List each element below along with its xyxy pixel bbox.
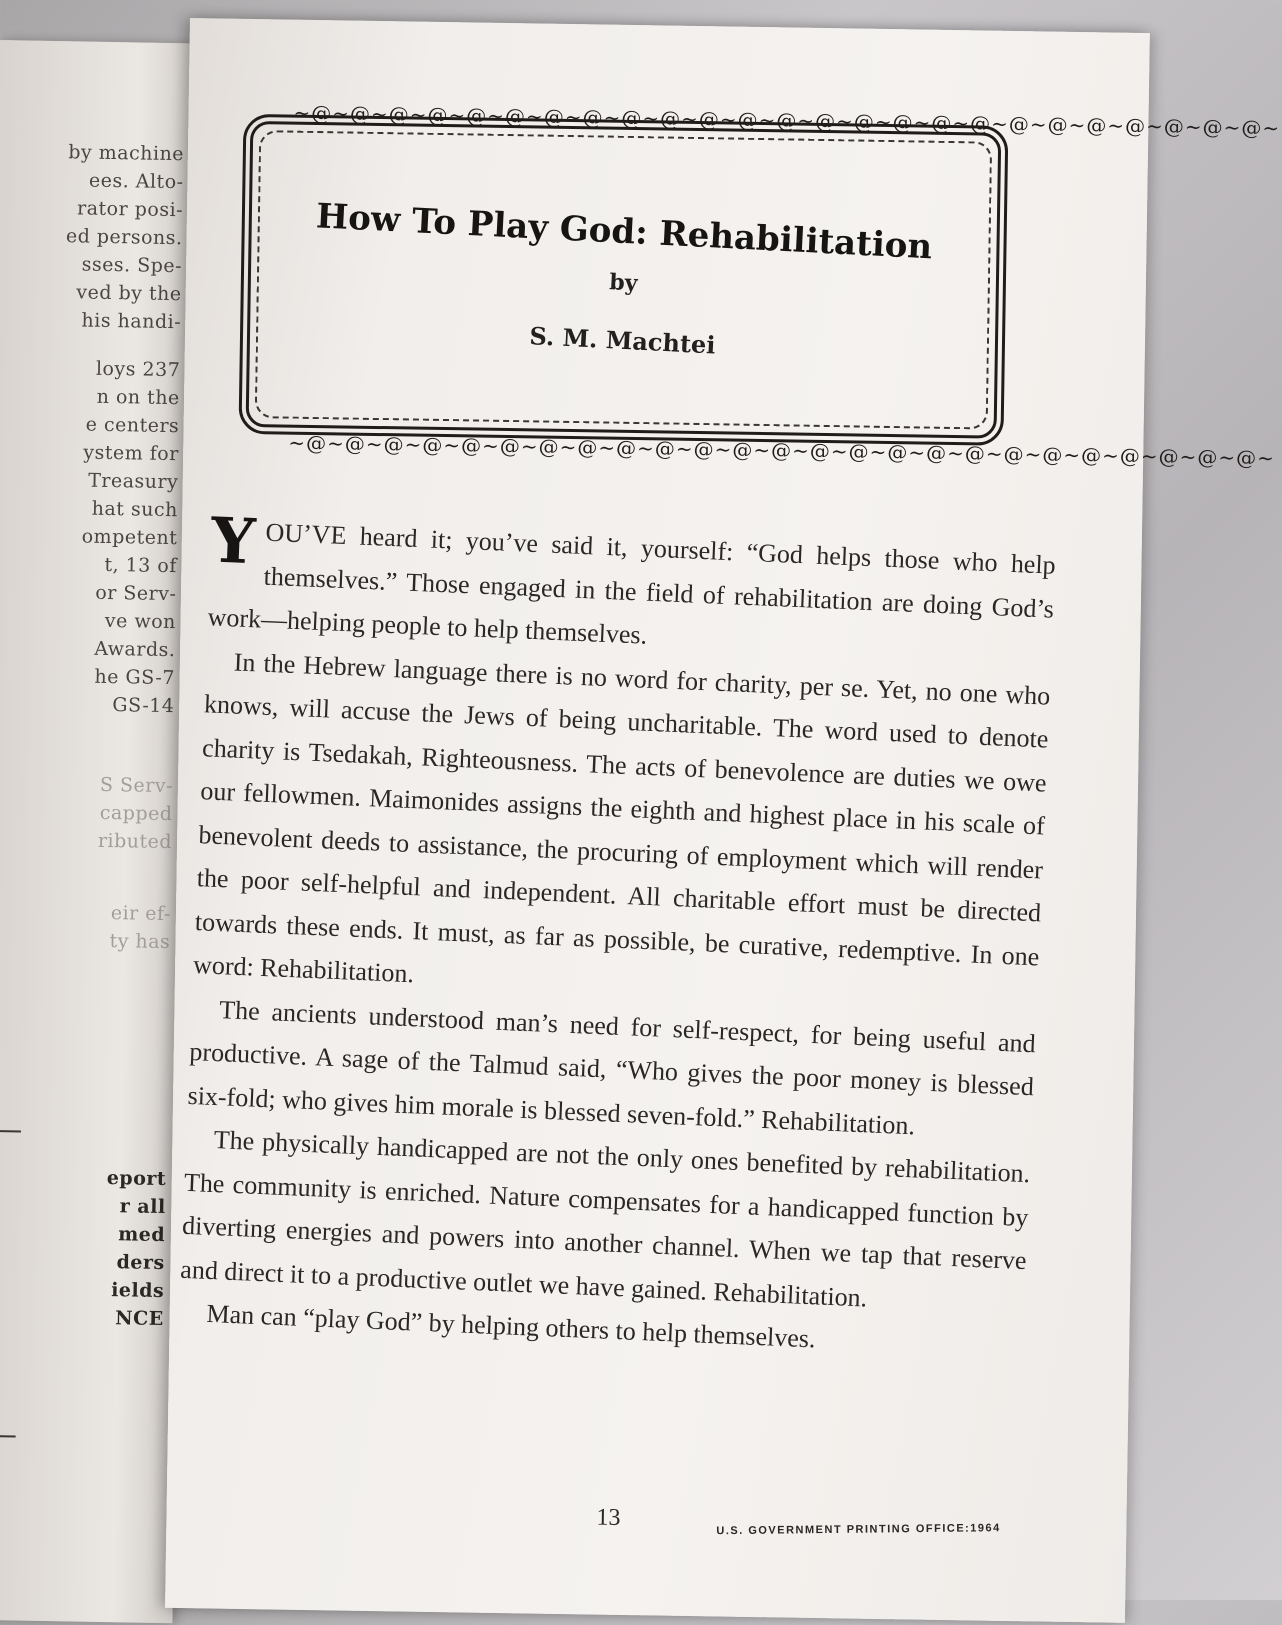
left-page-line: or Serv- [95,581,177,606]
left-page-rule [0,1130,21,1133]
left-page-line: ees. Alto- [88,169,184,194]
title-frame [238,100,1281,471]
paragraph-1-text: OU’VE heard it; you’ve said it, yourself: “God helps those who help themselves.” Those engaged in the field of rehabilitation are doing God’s work—helping people to help themselves. [207,517,1057,650]
page-number: 13 [596,1504,621,1531]
left-page-line: hat such [91,497,179,522]
printer-imprint: U.S. GOVERNMENT PRINTING OFFICE:1964 [716,1522,1001,1538]
left-page-line: eir ef- [110,902,171,926]
ornament-bottom: ~@~@~@~@~@~@~@~@~@~@~@~@~@~@~@~@~@~@~@~@~@~@~@~@~@~ [288,430,1276,471]
left-page-line: rator posi- [76,197,184,222]
left-page-rule [0,1435,16,1438]
left-page-line: ed persons. [65,225,183,250]
left-page-line: r all [119,1195,166,1219]
paragraph-5: Man can “play God” by helping others to help themselves. [205,1298,817,1354]
left-page-line: by machine [68,141,185,166]
left-page-line: ields [110,1279,165,1303]
left-page-line: ty has [109,930,171,954]
left-page-line: GS-14 [112,694,175,718]
main-page [165,18,1281,1623]
left-page-line: he GS-7 [94,665,176,690]
left-page-line: S Serv- [99,773,174,798]
paragraph-2: In the Hebrew language there is no word for charity, per se. Yet, no one who knows, will accuse the Jews of being uncharitable. The word used to denote charity is Tsedakah, Righteousness. The acts of benevolence are duties we owe our fellowmen. Maimonides assigns the eighth and highest place in his scale of benevolent deeds to assistance, the procuring of employment which will render the poor self-helpful and independent. All charitable effort must be directed towards these ends. It must, as far as possible, be curative, redemptive. In one word: Rehabilitation. [192,646,1051,989]
article-body [178,503,1057,1369]
left-page-line: his handi- [81,309,182,334]
left-page-line: ompetent [81,525,178,550]
article-title: How To Play God: Rehabilitation [315,196,934,268]
ornament-top: ~@~@~@~@~@~@~@~@~@~@~@~@~@~@~@~@~@~@~@~@~@~@~@~@~@~ [293,100,1281,141]
left-page-line: t, 13 of [104,553,178,578]
left-page-line: med [117,1223,166,1247]
left-page-line: n on the [96,385,180,410]
byline-by: by [608,269,639,297]
left-page-line: ystem for [83,441,179,466]
left-page-line: Treasury [87,469,179,494]
paragraph-4: The physically handicapped are not the only ones benefited by rehabilitation. The community is enriched. Nature compensates for a handicapped function by diverting energies and powers into another channel. When we tap that reserve and direct it to a productive outlet we have gained. Rehabilitation. [179,1125,1031,1313]
left-page-line: ributed [97,829,173,854]
paragraph-3: The ancients understood man’s need for self-respect, for being useful and productive. A sage of the Talmud said, “Who gives the poor money is blessed six-fold; who gives him morale is blessed seven-fold.” Rehabilitation. [187,994,1037,1140]
left-page-line: loys 237 [95,357,181,382]
author-name: S. M. Machtei [528,321,717,360]
left-page-line: NCE [115,1307,164,1331]
left-page-line: ders [116,1251,165,1275]
left-page-line: sses. Spe- [81,253,183,278]
left-page-line: eport [106,1167,167,1191]
left-page-line: capped [99,801,173,826]
left-page-line: e centers [85,413,180,438]
drop-cap: Y [209,503,257,579]
left-page-line: ve won [104,609,177,634]
left-page-line: ved by the [76,281,182,306]
left-page-line: Awards. [94,637,176,662]
